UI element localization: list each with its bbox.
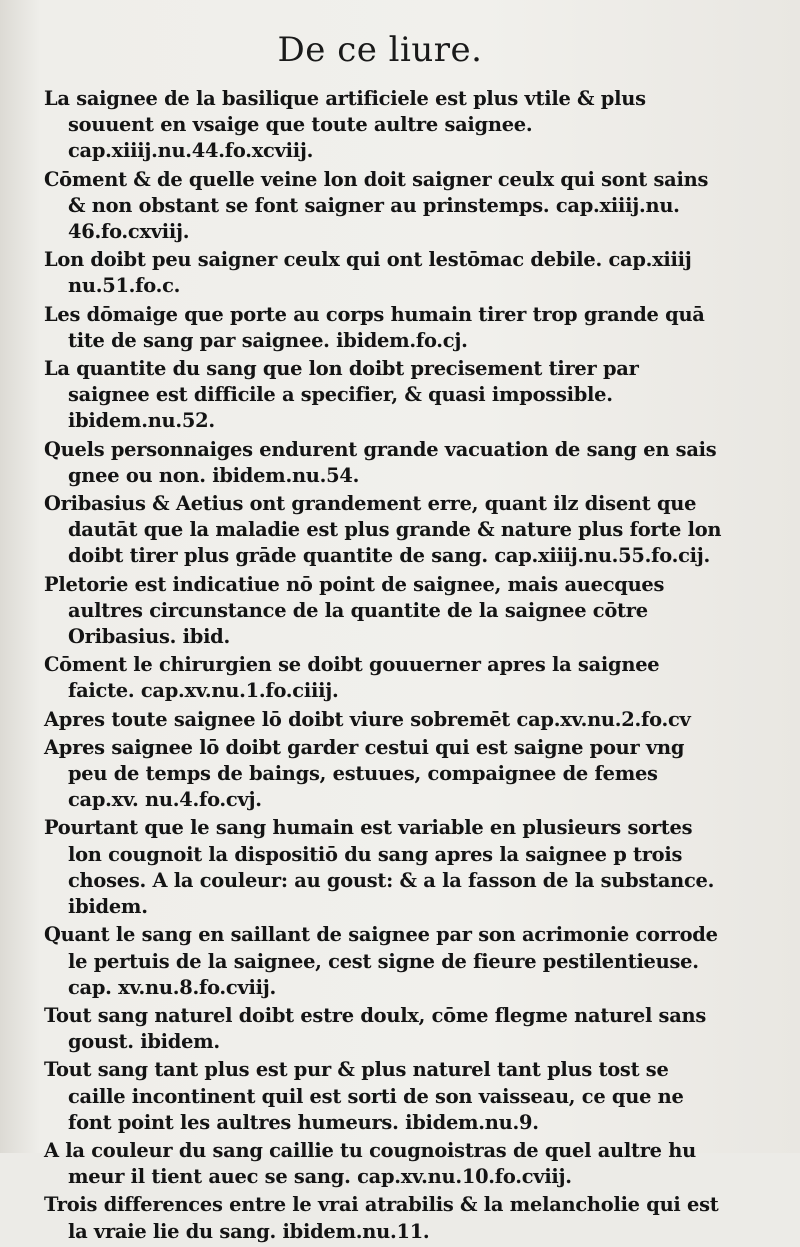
index-entry: Tout sang naturel doibt estre doulx, cōme flegme naturel sans goust. ibidem. <box>44 1003 707 1054</box>
index-entry: Cōment & de quelle veine lon doit saigner ceulx qui sont sains & non obstant se font saigner au prinstemps. cap.xiiij.nu. 46.fo.cxviij. <box>44 167 709 244</box>
index-entry: Quant le sang en saillant de saignee par son acrimonie corrode le pertuis de la saignee, cest signe de fieure pestilentieuse. cap. xv.nu.8.fo.cviij. <box>44 923 718 999</box>
index-entry: Apres saignee lō doibt garder cestui qui est saigne pour vng peu de temps de baings, estuues, compaignee de femes cap.xv. nu.4.fo.cvj. <box>44 735 685 812</box>
index-entry: Lon doibt peu saigner ceulx qui ont lestōmac debile. cap.xiiij nu.51.fo.c. <box>44 248 692 298</box>
index-entries <box>44 86 724 1247</box>
index-entry: Pletorie est indicatiue nō point de saignee, mais auecques aultres circunstance de la quantite de la saignee cōtre Oribasius. ibid. <box>44 572 665 649</box>
index-entry: La quantite du sang que lon doibt precisement tirer par saignee est difficile a specifier, & quasi impossible. ibidem.nu.52. <box>44 357 639 433</box>
index-entry: Pourtant que le sang humain est variable en plusieurs sortes lon cougnoit la dispositiō du sang apres la saignee p trois choses. A la couleur: au goust: & a la fasson de la substance. ibidem. <box>44 816 715 919</box>
index-entry: Cōment le chirurgien se doibt gouuerner apres la saignee faicte. cap.xv.nu.1.fo.ciiij. <box>44 653 660 703</box>
page-title: De ce liure. <box>277 30 483 70</box>
index-entry: Les dōmaige que porte au corps humain tirer trop grande quā tite de sang par saignee. ibidem.fo.cj. <box>44 302 705 352</box>
index-entry: Oribasius & Aetius ont grandement erre, quant ilz disent que dautāt que la maladie est plus grande & nature plus forte lon doibt tirer plus grāde quantite de sang. cap.xiiij.nu.55.fo.cij. <box>44 492 722 568</box>
index-entry: Tout sang tant plus est pur & plus naturel tant plus tost se caille incontinent quil est sorti de son vaisseau, ce que ne font point les aultres humeurs. ibidem.nu.9. <box>44 1058 684 1134</box>
index-entry: Trois differences entre le vrai atrabilis & la melancholie qui est la vraie lie du sang. ibidem.nu.11. <box>44 1193 719 1243</box>
index-entry: La saignee de la basilique artificiele est plus vtile & plus souuent en vsaige que toute aultre saignee. cap.xiiij.nu.44.fo.xcviij. <box>44 87 646 163</box>
index-entry: Apres toute saignee lō doibt viure sobremēt cap.xv.nu.2.fo.cv <box>44 707 691 731</box>
index-entry: A la couleur du sang caillie tu cougnoistras de quel aultre hu meur il tient auec se sang. cap.xv.nu.10.fo.cviij. <box>44 1138 696 1189</box>
index-entry: Quels personnaiges endurent grande vacuation de sang en sais gnee ou non. ibidem.nu.54. <box>44 437 717 487</box>
